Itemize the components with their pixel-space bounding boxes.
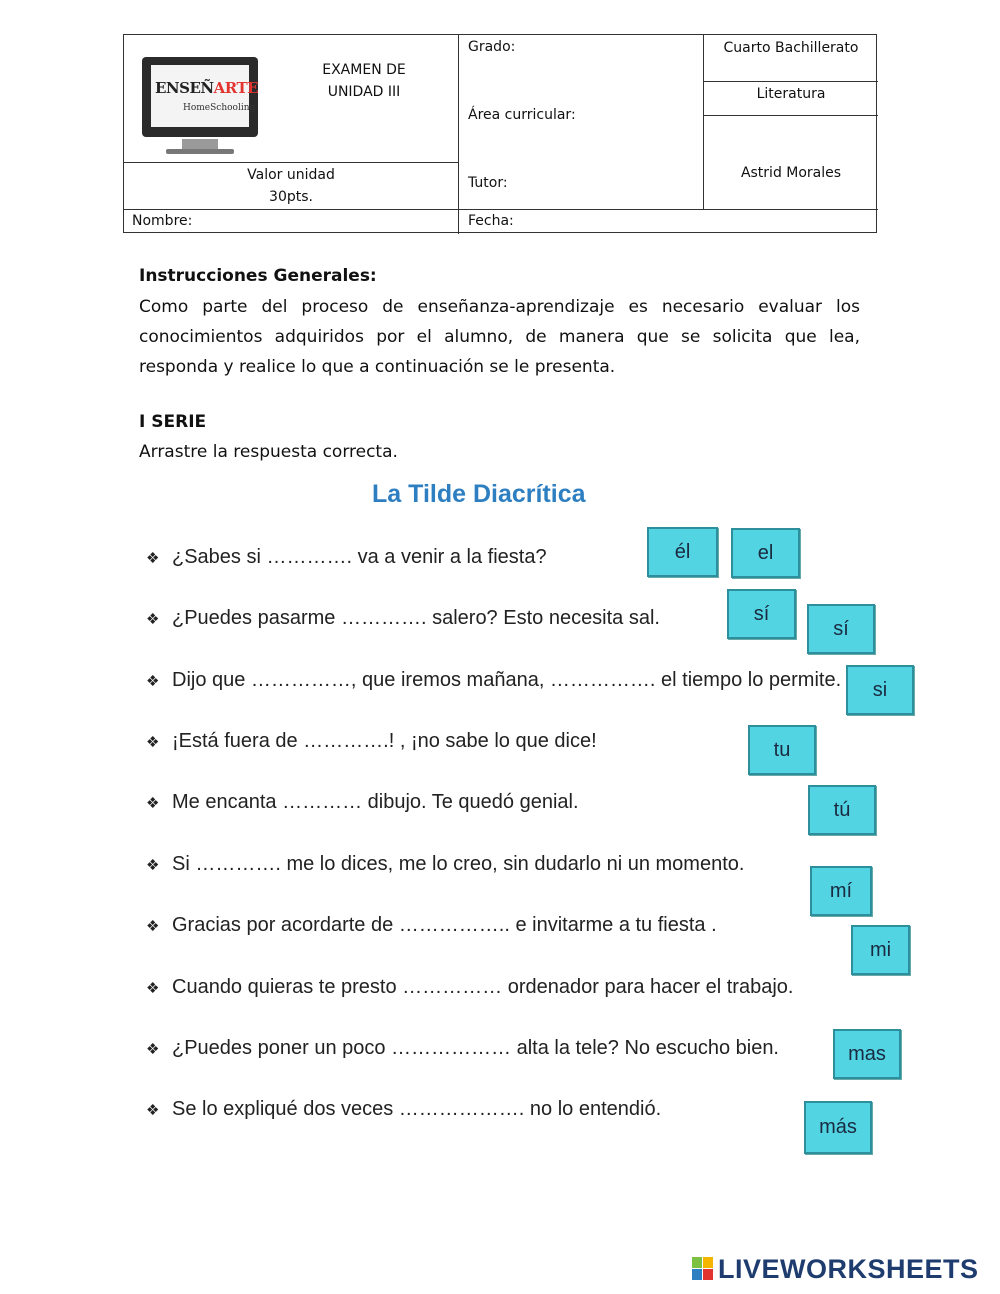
bullet-icon: ❖ (146, 918, 160, 935)
area-label: Área curricular: (468, 107, 576, 123)
value-points: 30pts. (269, 189, 313, 205)
fecha-label: Fecha: (468, 213, 514, 229)
question-1 (146, 546, 547, 569)
question-text: Cuando quieras te presto …………… ordenador para hacer el trabajo. (172, 976, 794, 998)
question-6 (146, 853, 744, 876)
ensenarte-logo (138, 55, 264, 159)
question-7 (146, 914, 717, 937)
answer-tile-mi-accent[interactable]: mí (810, 866, 872, 916)
nombre-label: Nombre: (132, 213, 193, 229)
exam-title-line2: UNIDAD III (327, 84, 401, 100)
bullet-icon: ❖ (146, 734, 160, 751)
answer-tile-el-accent[interactable]: él (647, 527, 718, 577)
answer-tile-tu-accent[interactable]: tú (808, 785, 876, 835)
exam-header-table (123, 34, 877, 233)
grado-value: Cuarto Bachillerato (723, 40, 859, 56)
liveworksheets-brand: LIVEWORKSHEETS (718, 1253, 979, 1284)
tutor-label: Tutor: (468, 175, 508, 191)
answer-tile-mi[interactable]: mi (851, 925, 910, 975)
answer-tile-el[interactable]: el (731, 528, 800, 578)
answer-tile-si-accent-2[interactable]: sí (807, 604, 875, 654)
question-text: ¿Puedes pasarme …………. salero? Esto necesita sal. (172, 607, 660, 629)
question-text: ¡Está fuera de ………….! , ¡no sabe lo que dice! (172, 730, 597, 752)
bullet-icon: ❖ (146, 550, 160, 567)
liveworksheets-icon (692, 1257, 714, 1281)
bullet-icon: ❖ (146, 611, 160, 628)
area-value: Literatura (756, 86, 826, 102)
answer-tile-si[interactable]: si (846, 665, 914, 715)
instructions-title: Instrucciones Generales: (139, 266, 377, 286)
question-9 (146, 1037, 779, 1060)
answer-tile-tu[interactable]: tu (748, 725, 816, 775)
question-text: Se lo expliqué dos veces ………………. no lo entendió. (172, 1098, 662, 1120)
bullet-icon: ❖ (146, 795, 160, 812)
question-4 (146, 730, 597, 753)
question-2 (146, 607, 660, 630)
worksheet-title: La Tilde Diacrítica (372, 480, 586, 508)
question-8 (146, 976, 793, 999)
logo-subtitle: HomeSchooling (183, 103, 256, 113)
answer-tile-mas-accent[interactable]: más (804, 1101, 872, 1154)
answer-tile-si-accent-1[interactable]: sí (727, 589, 796, 639)
bullet-icon: ❖ (146, 1102, 160, 1119)
question-3 (146, 669, 841, 692)
exam-title (294, 59, 434, 103)
grado-label: Grado: (468, 39, 516, 55)
value-cell (124, 164, 458, 208)
question-text: Gracias por acordarte de …………….. e invitarme a tu fiesta . (172, 914, 717, 936)
bullet-icon: ❖ (146, 980, 160, 997)
bullet-icon: ❖ (146, 1041, 160, 1058)
question-text: Dijo que ……………, que iremos mañana, ……………. el tiempo lo permite. (172, 669, 842, 691)
monitor-graphic (142, 57, 258, 137)
instructions-body: Como parte del proceso de enseñanza-aprendizaje es necesario evaluar los conocimientos adquiridos por el alumno, de manera que se solicita que lea, responda y realice lo que a continuación se le presenta. (139, 297, 860, 377)
question-10 (146, 1098, 661, 1121)
tutor-value: Astrid Morales (740, 165, 842, 181)
logo-brand-accent: ARTE (213, 79, 259, 97)
bullet-icon: ❖ (146, 673, 160, 690)
question-text: Si …………. me lo dices, me lo creo, sin dudarlo ni un momento. (172, 853, 745, 875)
question-5 (146, 791, 579, 814)
serie-title: I SERIE (139, 412, 207, 432)
serie-instruction: Arrastre la respuesta correcta. (139, 442, 398, 462)
bullet-icon: ❖ (146, 857, 160, 874)
liveworksheets-footer (692, 1253, 979, 1285)
answer-tile-mas[interactable]: mas (833, 1029, 901, 1079)
logo-brand: ENSEÑ (155, 79, 214, 97)
question-text: ¿Sabes si …………. va a venir a la fiesta? (172, 546, 547, 568)
question-text: ¿Puedes poner un poco ……………… alta la tele? No escucho bien. (172, 1037, 779, 1059)
value-label: Valor unidad (247, 167, 335, 183)
exam-title-line1: EXAMEN DE (322, 62, 406, 78)
question-text: Me encanta ………… dibujo. Te quedó genial. (172, 791, 579, 813)
